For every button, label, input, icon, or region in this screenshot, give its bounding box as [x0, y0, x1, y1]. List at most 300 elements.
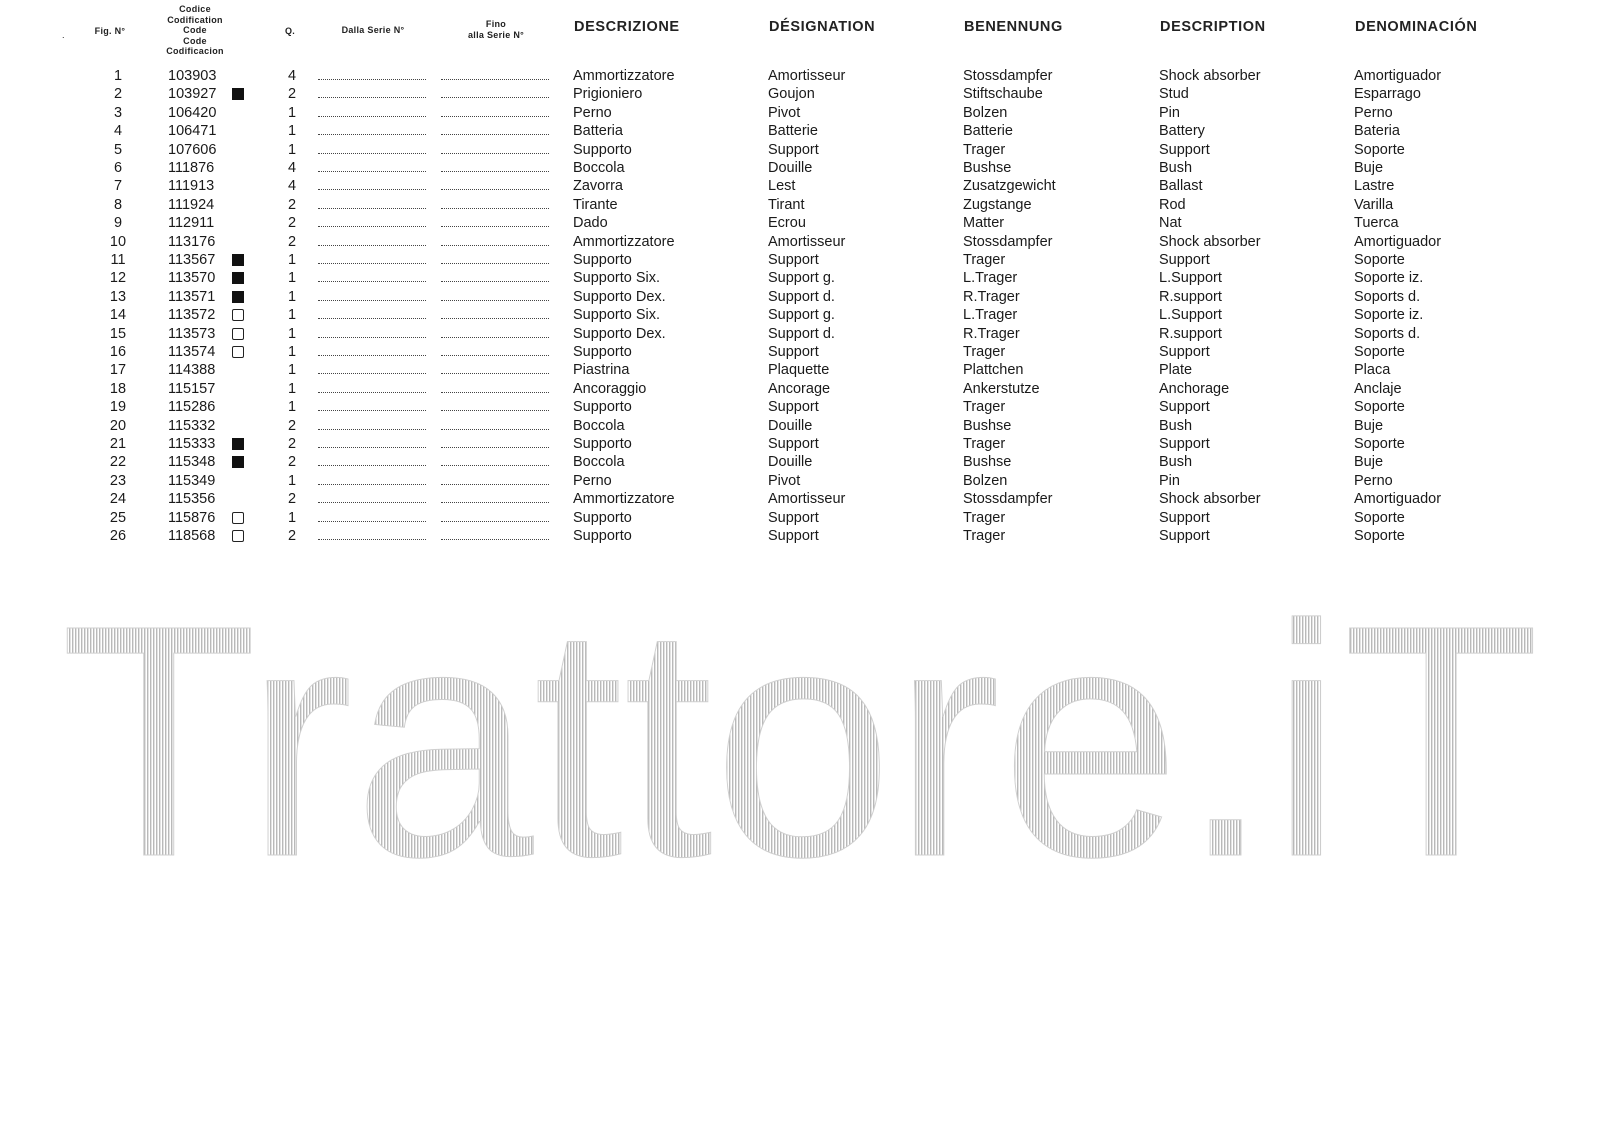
- part-code: 103903: [168, 68, 217, 84]
- description-de: R.Trager: [963, 325, 1020, 342]
- from-serial-field: [318, 306, 426, 319]
- header-code-line: Code: [183, 25, 207, 35]
- part-code: 107606: [168, 141, 217, 158]
- quantity: 1: [287, 288, 297, 305]
- from-serial-field: [318, 214, 426, 227]
- description-es: Amortiguador: [1354, 233, 1442, 250]
- quantity: 2: [287, 215, 297, 232]
- description-it: Supporto: [573, 528, 632, 544]
- empty-square-icon: [232, 328, 244, 340]
- description-en: Pin: [1159, 472, 1180, 489]
- part-code: 115157: [168, 380, 216, 397]
- description-es: Soporte: [1354, 399, 1405, 416]
- fig-number: 21: [109, 436, 127, 452]
- from-serial-field: [318, 269, 426, 282]
- description-it: Boccola: [573, 417, 625, 434]
- description-de: Trager: [963, 436, 1006, 452]
- fig-number: 19: [109, 399, 127, 416]
- quantity: 1: [287, 509, 297, 526]
- table-row: [0, 104, 1600, 122]
- description-en: L.Support: [1159, 307, 1222, 324]
- description-it: Boccola: [573, 160, 625, 176]
- part-code: 115876: [168, 509, 216, 526]
- to-serial-field: [441, 214, 549, 227]
- filled-square-icon: [232, 254, 244, 266]
- description-en: Nat: [1159, 215, 1182, 232]
- description-de: Trager: [963, 252, 1006, 268]
- description-en: Shock absorber: [1159, 233, 1261, 250]
- to-serial-field: [441, 343, 549, 356]
- from-serial-field: [318, 122, 426, 135]
- to-serial-field: [441, 398, 549, 411]
- description-de: Bushse: [963, 454, 1012, 471]
- description-es: Soporte: [1354, 436, 1405, 452]
- description-es: Perno: [1354, 104, 1393, 121]
- description-it: Supporto Six.: [573, 307, 661, 324]
- description-en: Battery: [1159, 123, 1205, 140]
- description-fr: Pivot: [768, 472, 801, 489]
- description-en: Anchorage: [1159, 380, 1230, 397]
- description-de: Trager: [963, 399, 1006, 416]
- description-it: Supporto: [573, 436, 632, 452]
- quantity: 1: [287, 123, 297, 140]
- table-row: [0, 306, 1600, 324]
- description-en: Support: [1159, 344, 1210, 360]
- to-serial-field: [441, 177, 549, 190]
- header-to-serial-line: Fino: [485, 19, 507, 29]
- description-en: Stud: [1159, 86, 1189, 103]
- table-row: [0, 527, 1600, 545]
- table-row: [0, 361, 1600, 379]
- description-fr: Support: [768, 252, 819, 268]
- header-from-serial: Dalla Serie N°: [341, 25, 405, 35]
- to-serial-field: [441, 306, 549, 319]
- description-en: Plate: [1159, 362, 1193, 379]
- part-code: 106471: [168, 123, 217, 140]
- description-it: Supporto: [573, 399, 632, 416]
- from-serial-field: [318, 159, 426, 172]
- description-es: Placa: [1354, 362, 1391, 379]
- quantity: 2: [287, 436, 297, 452]
- description-it: Ammortizzatore: [573, 68, 675, 84]
- fig-number: 25: [109, 509, 127, 526]
- from-serial-field: [318, 104, 426, 117]
- table-row: [0, 85, 1600, 103]
- description-it: Supporto Six.: [573, 270, 661, 287]
- header-code-line: Codification: [167, 14, 223, 25]
- header-code-line: Codificacion: [166, 46, 224, 56]
- header-to-serial-line: alla Serie N°: [467, 29, 525, 40]
- description-en: Support: [1159, 252, 1210, 268]
- from-serial-field: [318, 380, 426, 393]
- from-serial-field: [318, 85, 426, 98]
- to-serial-field: [441, 196, 549, 209]
- description-fr: Plaquette: [768, 362, 830, 379]
- fig-number: 1: [113, 68, 123, 84]
- empty-square-icon: [232, 512, 244, 524]
- part-code: 115348: [168, 454, 216, 471]
- description-fr: Support d.: [768, 288, 835, 305]
- to-serial-field: [441, 380, 549, 393]
- quantity: 1: [287, 362, 297, 379]
- description-it: Supporto Dex.: [573, 288, 666, 305]
- quantity: 2: [287, 86, 297, 103]
- header-to-serial: [450, 19, 542, 40]
- from-serial-field: [318, 288, 426, 301]
- from-serial-field: [318, 325, 426, 338]
- description-en: Pin: [1159, 104, 1180, 121]
- quantity: 1: [287, 307, 297, 324]
- description-fr: Support: [768, 344, 819, 360]
- fig-number: 20: [109, 417, 127, 434]
- table-row: [0, 233, 1600, 251]
- description-de: Bushse: [963, 417, 1012, 434]
- table-row: [0, 343, 1600, 361]
- filled-square-icon: [232, 291, 244, 303]
- fig-number: 16: [109, 344, 127, 360]
- filled-square-icon: [232, 88, 244, 100]
- description-es: Varilla: [1354, 196, 1394, 213]
- header-lang-es: DENOMINACIÓN: [1355, 19, 1478, 35]
- quantity: 2: [287, 491, 297, 508]
- fig-number: 17: [109, 362, 127, 379]
- fig-number: 4: [113, 123, 123, 140]
- description-es: Esparrago: [1354, 86, 1421, 103]
- header-code-line: Code: [183, 35, 207, 46]
- description-es: Bateria: [1354, 123, 1400, 140]
- description-en: Bush: [1159, 417, 1193, 434]
- table-row: [0, 398, 1600, 416]
- description-es: Soports d.: [1354, 288, 1421, 305]
- description-en: Support: [1159, 509, 1210, 526]
- from-serial-field: [318, 177, 426, 190]
- to-serial-field: [441, 325, 549, 338]
- to-serial-field: [441, 159, 549, 172]
- description-en: Shock absorber: [1159, 491, 1261, 508]
- table-row: [0, 214, 1600, 232]
- description-de: Trager: [963, 528, 1006, 544]
- from-serial-field: [318, 453, 426, 466]
- table-row: [0, 288, 1600, 306]
- description-it: Supporto: [573, 344, 632, 360]
- from-serial-field: [318, 472, 426, 485]
- to-serial-field: [441, 67, 549, 80]
- table-row: [0, 196, 1600, 214]
- table-row: [0, 453, 1600, 471]
- from-serial-field: [318, 233, 426, 246]
- description-it: Prigioniero: [573, 86, 643, 103]
- table-row: [0, 325, 1600, 343]
- quantity: 1: [287, 252, 297, 268]
- to-serial-field: [441, 417, 549, 430]
- table-row: [0, 472, 1600, 490]
- part-code: 111924: [168, 196, 215, 213]
- from-serial-field: [318, 67, 426, 80]
- filled-square-icon: [232, 456, 244, 468]
- description-fr: Lest: [768, 178, 796, 195]
- part-code: 115349: [168, 472, 216, 489]
- table-row: [0, 177, 1600, 195]
- description-de: Ankerstutze: [963, 380, 1040, 397]
- quantity: 4: [287, 68, 297, 84]
- description-de: Stossdampfer: [963, 233, 1053, 250]
- table-row: [0, 435, 1600, 453]
- description-it: Perno: [573, 472, 612, 489]
- part-code: 115356: [168, 491, 216, 508]
- table-row: [0, 490, 1600, 508]
- part-code: 115333: [168, 436, 216, 452]
- filled-square-icon: [232, 438, 244, 450]
- fig-number: 12: [109, 270, 127, 287]
- from-serial-field: [318, 490, 426, 503]
- description-it: Ammortizzatore: [573, 233, 675, 250]
- description-fr: Douille: [768, 417, 813, 434]
- description-es: Soporte: [1354, 528, 1405, 544]
- description-it: Dado: [573, 215, 608, 232]
- part-code: 113570: [168, 270, 216, 287]
- from-serial-field: [318, 141, 426, 154]
- empty-square-icon: [232, 309, 244, 321]
- fig-number: 14: [109, 307, 127, 324]
- to-serial-field: [441, 527, 549, 540]
- description-en: R.support: [1159, 288, 1222, 305]
- part-code: 113572: [168, 307, 216, 324]
- from-serial-field: [318, 417, 426, 430]
- table-row: [0, 509, 1600, 527]
- empty-square-icon: [232, 530, 244, 542]
- description-de: Matter: [963, 215, 1005, 232]
- fig-number: 10: [109, 233, 127, 250]
- table-row: [0, 159, 1600, 177]
- description-es: Amortiguador: [1354, 68, 1442, 84]
- description-it: Batteria: [573, 123, 623, 140]
- description-es: Soporte: [1354, 141, 1405, 158]
- fig-number: 26: [109, 528, 127, 544]
- description-fr: Support g.: [768, 270, 835, 287]
- description-fr: Ecrou: [768, 215, 806, 232]
- description-de: Trager: [963, 344, 1006, 360]
- to-serial-field: [441, 490, 549, 503]
- to-serial-field: [441, 435, 549, 448]
- description-fr: Batterie: [768, 123, 818, 140]
- fig-number: 22: [109, 454, 127, 471]
- description-it: Perno: [573, 104, 612, 121]
- description-fr: Support: [768, 141, 819, 158]
- from-serial-field: [318, 251, 426, 264]
- part-code: 111876: [168, 160, 215, 176]
- description-de: Stossdampfer: [963, 68, 1053, 84]
- description-de: Bolzen: [963, 472, 1008, 489]
- description-en: R.support: [1159, 325, 1222, 342]
- quantity: 2: [287, 454, 297, 471]
- description-it: Supporto: [573, 509, 632, 526]
- quantity: 1: [287, 344, 297, 360]
- fig-number: 23: [109, 472, 127, 489]
- from-serial-field: [318, 398, 426, 411]
- part-code: 113176: [168, 233, 216, 250]
- table-row: [0, 380, 1600, 398]
- description-es: Soporte iz.: [1354, 307, 1424, 324]
- to-serial-field: [441, 85, 549, 98]
- part-code: 113574: [168, 344, 216, 360]
- description-en: Rod: [1159, 196, 1186, 213]
- to-serial-field: [441, 141, 549, 154]
- description-fr: Amortisseur: [768, 491, 846, 508]
- description-it: Ammortizzatore: [573, 491, 675, 508]
- description-en: L.Support: [1159, 270, 1222, 287]
- to-serial-field: [441, 269, 549, 282]
- description-de: Zusatzgewicht: [963, 178, 1056, 195]
- description-en: Bush: [1159, 160, 1193, 176]
- quantity: 1: [287, 472, 297, 489]
- description-fr: Pivot: [768, 104, 801, 121]
- to-serial-field: [441, 361, 549, 374]
- fig-number: 11: [110, 252, 126, 268]
- part-code: 118568: [168, 528, 216, 544]
- description-en: Support: [1159, 436, 1210, 452]
- description-it: Supporto Dex.: [573, 325, 666, 342]
- description-de: Bolzen: [963, 104, 1008, 121]
- part-code: 113571: [168, 288, 216, 305]
- header-code: [160, 4, 230, 57]
- description-fr: Support: [768, 399, 819, 416]
- description-it: Supporto: [573, 252, 632, 268]
- fig-number: 24: [109, 491, 127, 508]
- watermark-text: Trattore.iT: [60, 570, 1540, 890]
- quantity: 1: [287, 325, 297, 342]
- description-es: Buje: [1354, 417, 1384, 434]
- to-serial-field: [441, 233, 549, 246]
- description-fr: Amortisseur: [768, 68, 846, 84]
- description-fr: Amortisseur: [768, 233, 846, 250]
- quantity: 2: [287, 528, 297, 544]
- part-code: 106420: [168, 104, 217, 121]
- description-de: Zugstange: [963, 196, 1032, 213]
- fig-number: 9: [113, 215, 123, 232]
- description-fr: Tirant: [768, 196, 805, 213]
- description-fr: Support: [768, 528, 819, 544]
- to-serial-field: [441, 104, 549, 117]
- description-fr: Support d.: [768, 325, 835, 342]
- description-es: Lastre: [1354, 178, 1395, 195]
- description-de: Bushse: [963, 160, 1012, 176]
- part-code: 113567: [168, 252, 216, 268]
- header-lang-fr: DÉSIGNATION: [769, 19, 876, 35]
- from-serial-field: [318, 361, 426, 374]
- part-code: 114388: [168, 362, 216, 379]
- description-de: Stiftschaube: [963, 86, 1043, 103]
- description-it: Piastrina: [573, 362, 630, 379]
- empty-square-icon: [232, 346, 244, 358]
- quantity: 4: [287, 160, 297, 176]
- from-serial-field: [318, 196, 426, 209]
- description-en: Ballast: [1159, 178, 1203, 195]
- from-serial-field: [318, 343, 426, 356]
- description-es: Amortiguador: [1354, 491, 1442, 508]
- table-row: [0, 141, 1600, 159]
- fig-number: 2: [113, 86, 123, 103]
- quantity: 2: [287, 196, 297, 213]
- to-serial-field: [441, 453, 549, 466]
- quantity: 1: [287, 141, 297, 158]
- fig-number: 3: [113, 104, 123, 121]
- description-es: Soporte iz.: [1354, 270, 1424, 287]
- to-serial-field: [441, 472, 549, 485]
- description-es: Soporte: [1354, 252, 1405, 268]
- description-es: Soporte: [1354, 344, 1405, 360]
- quantity: 4: [287, 178, 297, 195]
- header-lang-it: DESCRIZIONE: [574, 19, 680, 35]
- table-row: [0, 67, 1600, 85]
- description-it: Zavorra: [573, 178, 623, 195]
- to-serial-field: [441, 251, 549, 264]
- description-en: Bush: [1159, 454, 1193, 471]
- to-serial-field: [441, 509, 549, 522]
- part-code: 112911: [168, 215, 215, 232]
- description-de: Stossdampfer: [963, 491, 1053, 508]
- table-row: [0, 122, 1600, 140]
- fig-number: 18: [109, 380, 127, 397]
- description-fr: Douille: [768, 454, 813, 471]
- description-en: Support: [1159, 399, 1210, 416]
- description-fr: Support g.: [768, 307, 835, 324]
- quantity: 2: [287, 233, 297, 250]
- quantity: 1: [287, 380, 297, 397]
- description-fr: Douille: [768, 160, 813, 176]
- description-es: Tuerca: [1354, 215, 1399, 232]
- description-en: Support: [1159, 141, 1210, 158]
- part-code: 115332: [168, 417, 216, 434]
- description-fr: Support: [768, 509, 819, 526]
- fig-number: 6: [113, 160, 123, 176]
- table-row: [0, 417, 1600, 435]
- part-code: 113573: [168, 325, 216, 342]
- part-code: 115286: [168, 399, 216, 416]
- table-header: . Fig. N° Codice Codification Code Code Codificacion Q. Dalla Serie N° Fino alla Serie N° DESCRIZIONE DÉSIGNATION BENENNUNG DESCRIPTION DENOMINACIÓN: [62, 4, 1478, 56]
- header-lang-de: BENENNUNG: [964, 19, 1063, 35]
- quantity: 1: [287, 270, 297, 287]
- description-es: Soporte: [1354, 509, 1405, 526]
- fig-number: 7: [113, 178, 123, 195]
- header-qty: Q.: [284, 26, 296, 36]
- description-it: Supporto: [573, 141, 632, 158]
- from-serial-field: [318, 527, 426, 540]
- table-row: [0, 251, 1600, 269]
- filled-square-icon: [232, 272, 244, 284]
- description-it: Ancoraggio: [573, 380, 647, 397]
- description-es: Soports d.: [1354, 325, 1421, 342]
- description-fr: Support: [768, 436, 819, 452]
- description-en: Shock absorber: [1159, 68, 1261, 84]
- quantity: 1: [287, 104, 297, 121]
- description-de: Trager: [963, 141, 1006, 158]
- description-es: Perno: [1354, 472, 1393, 489]
- description-es: Buje: [1354, 160, 1384, 176]
- description-it: Tirante: [573, 196, 618, 213]
- fig-number: 15: [109, 325, 127, 342]
- table-row: [0, 269, 1600, 287]
- description-de: L.Trager: [963, 270, 1018, 287]
- description-fr: Goujon: [768, 86, 815, 103]
- description-de: Trager: [963, 509, 1006, 526]
- quantity: 1: [287, 399, 297, 416]
- from-serial-field: [318, 435, 426, 448]
- description-en: Support: [1159, 528, 1210, 544]
- description-fr: Ancorage: [768, 380, 831, 397]
- to-serial-field: [441, 122, 549, 135]
- header-code-line: Codice: [179, 4, 211, 14]
- fig-number: 13: [109, 288, 127, 305]
